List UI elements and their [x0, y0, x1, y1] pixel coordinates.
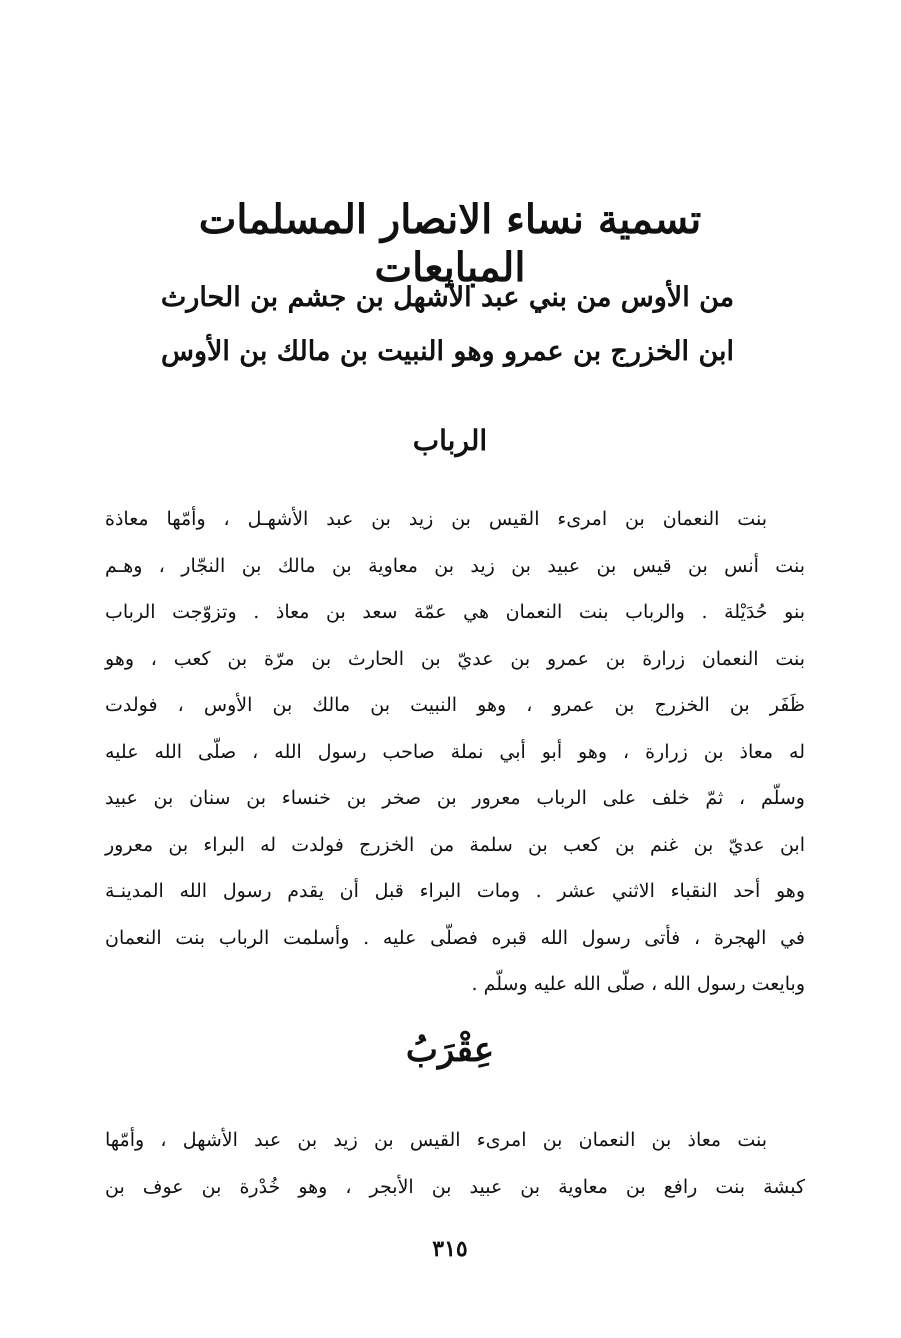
section-heading-aqrab: عِقْرَبُ: [405, 1030, 495, 1070]
body-line: وسلّم ، ثمّ خلف على الرباب معرور بن صخر بن خنساء بن سنان بن عبيد: [105, 787, 805, 809]
body-line: له معاذ بن زرارة ، وهو أبو أبي نملة صاحب رسول الله ، صلّى الله عليه: [105, 740, 805, 763]
body-line: بنو حُدَيْلة . والرباب بنت النعمان هي عمّة سعد بن معاذ . وتزوّجت الرباب: [105, 601, 805, 623]
section-body-rabab: [105, 496, 805, 1008]
body-line: وبايعت رسول الله ، صلّى الله عليه وسلّم .: [471, 973, 805, 995]
section-body-aqrab: [105, 1117, 805, 1210]
body-line: كبشة بنت رافع بن معاوية بن عبيد بن الأبجر ، وهو خُدْرة بن عوف بن: [105, 1175, 805, 1198]
section-heading-rabab: الرباب: [412, 424, 488, 457]
body-line: بنت النعمان زرارة بن عمرو بن عديّ بن الحارث بن مرّة بن كعب ، وهو: [105, 647, 805, 670]
body-line: بنت أنس بن قيس بن عبيد بن زيد بن معاوية بن مالك بن النجّار ، وهـم: [105, 554, 805, 577]
body-line: وهو أحد النقباء الاثني عشر . ومات البراء قبل أن يقدم رسول الله المدينـة: [105, 880, 805, 902]
body-line: في الهجرة ، فأتى رسول الله قبره فصلّى عليه . وأسلمت الرباب بنت النعمان: [105, 926, 805, 949]
body-line: بنت معاذ بن النعمان بن امرىء القيس بن زيد بن عبد الأشهل ، وأمّها: [105, 1129, 767, 1151]
chapter-subtitle-line-1: من الأوس من بني عبد الأشهل بن جشم بن الحارث: [160, 282, 735, 313]
body-line: ابن عديّ بن غنم بن كعب بن سلمة من الخزرج فولدت له البراء بن معرور: [105, 833, 805, 856]
body-line: بنت النعمان بن امرىء القيس بن زيد بن عبد الأشهـل ، وأمّها معاذة: [105, 508, 767, 530]
page-number: ٣١٥: [432, 1236, 468, 1262]
body-line: ظَفَر بن الخزرج بن عمرو ، وهو النبيت بن مالك بن الأوس ، فولدت: [105, 694, 805, 716]
chapter-subtitle-line-2: ابن الخزرج بن عمرو وهو النبيت بن مالك بن الأوس: [160, 336, 735, 367]
chapter-title: تسمية نساء الانصار المسلمات المبايعات: [198, 196, 702, 291]
